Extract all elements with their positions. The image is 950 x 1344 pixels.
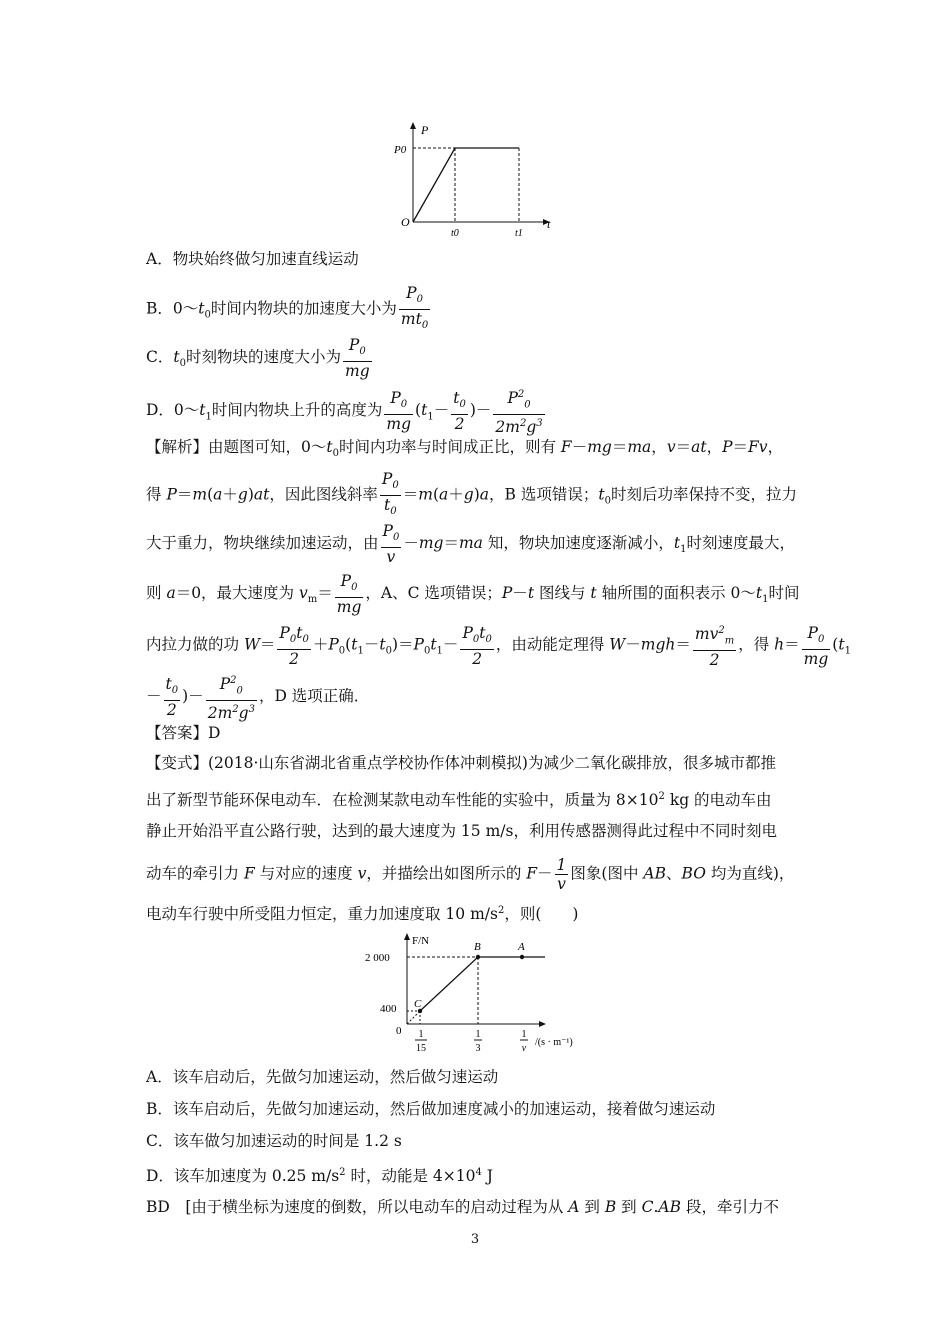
x-tick-1-15 [415, 1029, 427, 1054]
segment-cb [420, 957, 478, 1011]
origin-label: 0 [396, 1025, 402, 1037]
answer: 【答案】D [146, 724, 221, 742]
x-tick-t1: t1 [515, 228, 523, 239]
analysis-line-2: 得 P＝m(a＋g)at，因此图线斜率 $\frac{P_0}{t_0}$ ＝m(a＋g)a，B 选项错误；$t_0$时刻后功率保持不变，拉力 [146, 470, 797, 518]
series-line [413, 148, 519, 222]
q1-option-d: D．$0\sim t_1$时间内物块上升的高度为 $\frac{P_0}{mg}$ ($t_1-$ $\frac{t_0}{2}$ )－ $\frac{P^2_0}{2m^2g^3}$ [146, 386, 547, 436]
variant-line-4: 动车的牵引力 F 与对应的速度 v，并描绘出如图所示的 F－ $\frac{1}{v}$ 图象(图中 AB、BO 均为直线)， [146, 856, 795, 893]
label-c: C [414, 998, 422, 1010]
q1-option-c: C．$t_0$时刻物块的速度大小为 $\frac{P_0}{mg}$ [146, 336, 370, 381]
svg-text:1: 1 [475, 1029, 481, 1040]
y-axis-arrow [410, 122, 416, 129]
chart-f-inv-v [360, 928, 620, 1058]
y-label: P [421, 123, 429, 137]
variant-line-3: 静止开始沿平直公路行驶，达到的最大速度为 15 m/s，利用传感器测得此过程中不同时刻电 [146, 822, 777, 840]
point-b [476, 955, 480, 959]
label-b: B [474, 941, 481, 953]
q1-option-b: B．$0\sim t_0$时间内物块的加速度大小为 $\frac{P_0}{mt_0}$ [146, 284, 429, 332]
q1-option-a: A．物块始终做匀加速直线运动 [146, 250, 359, 268]
svg-text:3: 3 [475, 1043, 481, 1054]
x-tick-1-3 [474, 1029, 482, 1054]
analysis-line-4: 则 a＝0，最大速度为 $v_m=$ $\frac{P_0}{mg}$ ，A、C 选项错误；P－t 图线与 t 轴所围的面积表示 $0\sim t_1$时间 [146, 572, 800, 617]
y-tick-2000: 2 000 [365, 952, 390, 964]
analysis-line-6: － $\frac{t_0}{2}$ )－ $\frac{P^2_0}{2m^2g^3}$ ，D 选项正确． [146, 672, 369, 722]
q2-solution: BD [由于横坐标为速度的倒数，所以电动车的启动过程为从 A 到 B 到 C.AB 段，牵引力不 [146, 1198, 779, 1216]
y-tick-400: 400 [380, 1003, 397, 1015]
y-label: F/N [412, 935, 430, 947]
variant-line-5: 电动车行驶中所受阻力恒定，重力加速度取 10 $m/s^2$，则( ) [146, 905, 579, 924]
x-label [520, 1029, 573, 1054]
svg-text:1: 1 [521, 1029, 527, 1040]
q2-option-a: A．该车启动后，先做匀加速运动，然后做匀速运动 [146, 1068, 499, 1086]
q2-option-c: C．该车做匀加速运动的时间是 1.2 s [146, 1132, 402, 1150]
page-number: 3 [470, 1232, 480, 1247]
analysis-line-5: 内拉力做的功 W＝ $\frac{P_0t_0}{2}$ $+P_0(t_1-t_0)=P_0t_1-$ $\frac{P_0t_0}{2}$ ，由动能定理得 W－mgh＝ $\frac{mv^2_m}{2}$ ，得 h＝ $\frac{P_0}{mg}$ ($t_1$ [146, 623, 851, 670]
variant-line-2: 出了新型节能环保电动车．在检测某款电动车性能的实验中，质量为 $8\times 10^2$ kg 的电动车由 [146, 791, 772, 810]
x-label: t [547, 217, 551, 231]
svg-text:1: 1 [418, 1029, 424, 1040]
x-axis-arrow [539, 1021, 546, 1027]
svg-text:/(s · m⁻¹): /(s · m⁻¹) [535, 1037, 573, 1048]
svg-text:v: v [521, 1043, 527, 1054]
label-a: A [518, 941, 525, 953]
q2-option-b: B．该车启动后，先做匀加速运动，然后做加速度减小的加速运动，接着做匀速运动 [146, 1100, 716, 1118]
analysis-line-3: 大于重力，物块继续加速运动，由 $\frac{P_0}{v}$ －mg＝ma 知，物块加速度逐渐减小，$t_1$时刻速度最大， [146, 522, 795, 567]
y-tick-p0: P0 [394, 144, 407, 156]
analysis-line-1: 【解析】由题图可知，$0\sim t_0$时间内功率与时间成正比，则有 F－mg＝ma，v＝at，P＝Fv， [146, 438, 784, 460]
variant-line-1: 【变式】(2018·山东省湖北省重点学校协作体冲刺模拟)为减少二氧化碳排放，很多城市都推 [146, 754, 776, 772]
segment-oc [407, 1011, 420, 1024]
origin-label: O [401, 215, 410, 229]
y-axis-arrow [404, 933, 410, 940]
chart-p-t [385, 118, 585, 248]
svg-text:15: 15 [416, 1043, 426, 1054]
point-a [520, 955, 524, 959]
q2-option-d: D．该车加速度为 0.25 $m/s^2$ 时，动能是 $4\times 10^4$ J [146, 1167, 493, 1186]
x-tick-t0: t0 [451, 228, 459, 239]
